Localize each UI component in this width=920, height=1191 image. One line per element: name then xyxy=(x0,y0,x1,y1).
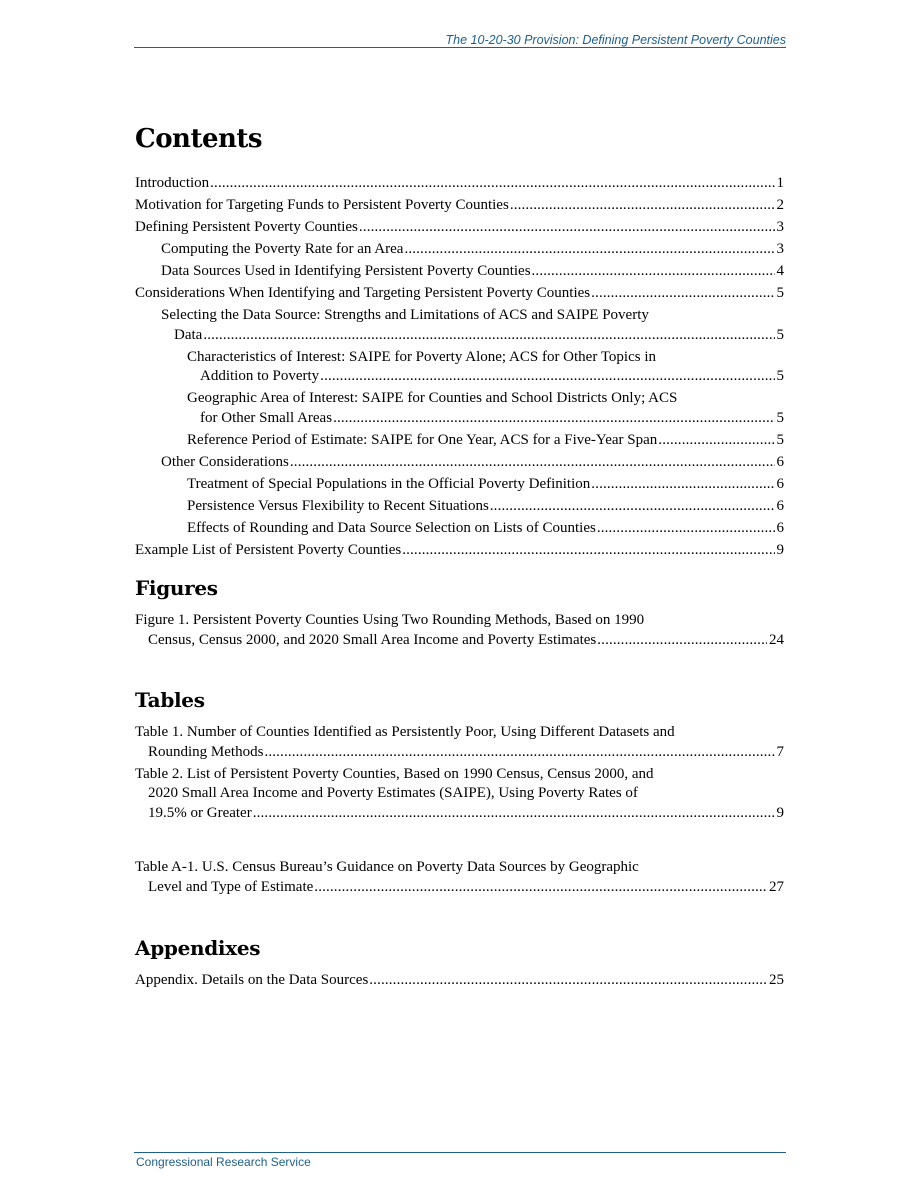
dot-leader xyxy=(210,174,774,194)
toc-entry[interactable] xyxy=(135,240,784,260)
toc-entry[interactable] xyxy=(135,306,784,345)
appendix-tables-list xyxy=(135,858,784,897)
toc-entry[interactable] xyxy=(135,971,784,991)
toc-page-number: 24 xyxy=(769,631,784,648)
toc-entry-text: Motivation for Targeting Funds to Persistent Poverty Counties xyxy=(135,197,509,213)
toc-entry-text: 2020 Small Area Income and Poverty Estimates (SAIPE), Using Poverty Rates of xyxy=(148,785,638,801)
toc-entry[interactable] xyxy=(135,541,784,561)
toc-entry-text: Rounding Methods xyxy=(148,743,264,760)
toc-page-number: 25 xyxy=(769,972,784,988)
dot-leader xyxy=(404,240,774,260)
toc-entry-text: Characteristics of Interest: SAIPE for Poverty Alone; ACS for Other Topics in xyxy=(187,348,657,365)
dot-leader xyxy=(333,409,774,429)
toc-entry-text: Data xyxy=(174,326,203,343)
toc-entry-text: Table A-1. U.S. Census Bureau’s Guidance on Poverty Data Sources by Geographic xyxy=(135,859,639,875)
toc-entry-text: Persistence Versus Flexibility to Recent Situations xyxy=(187,497,489,514)
toc-page-number: 6 xyxy=(776,453,784,470)
dot-leader xyxy=(264,743,774,763)
toc-entry-text: Appendix. Details on the Data Sources xyxy=(135,972,369,988)
toc-page-number: 5 xyxy=(776,368,784,384)
toc-entry-text: Reference Period of Estimate: SAIPE for One Year, ACS for a Five-Year Span xyxy=(187,431,658,448)
dot-leader xyxy=(402,541,774,561)
toc-page-number: 5 xyxy=(776,326,784,343)
toc-entry-text: Introduction xyxy=(135,175,210,191)
toc-entry-text: Considerations When Identifying and Targeting Persistent Poverty Counties xyxy=(135,285,591,301)
footer-rule xyxy=(134,1152,786,1153)
toc-page-number: 5 xyxy=(776,409,784,426)
toc-page-number: 3 xyxy=(776,219,784,235)
dot-leader xyxy=(320,367,774,387)
dot-leader xyxy=(591,475,774,495)
footer-publisher: Congressional Research Service xyxy=(136,1155,311,1169)
toc-entry-text: Example List of Persistent Poverty Counties xyxy=(135,541,402,558)
dot-leader xyxy=(369,971,767,991)
toc-entry-text: Census, Census 2000, and 2020 Small Area Income and Poverty Estimates xyxy=(148,631,597,648)
toc-entry[interactable] xyxy=(135,475,784,495)
toc-entry-text: Addition to Poverty xyxy=(200,368,320,384)
toc-page-number: 4 xyxy=(776,263,784,279)
running-header: The 10-20-30 Provision: Defining Persistent Poverty Counties xyxy=(445,33,786,47)
dot-leader xyxy=(532,262,775,282)
figures-heading: Figures xyxy=(135,576,218,600)
dot-leader xyxy=(314,878,767,898)
toc-entry-text: 19.5% or Greater xyxy=(148,804,252,821)
toc-page-number: 2 xyxy=(776,197,784,213)
toc-entry[interactable] xyxy=(135,284,784,304)
toc-entry-text: Level and Type of Estimate xyxy=(148,878,314,895)
dot-leader xyxy=(490,497,775,517)
toc-entry[interactable] xyxy=(135,348,784,387)
toc-entry-text: Geographic Area of Interest: SAIPE for Counties and School Districts Only; ACS xyxy=(187,390,678,406)
toc-page-number: 6 xyxy=(776,519,784,536)
toc-entry[interactable] xyxy=(135,765,784,824)
toc-page-number: 6 xyxy=(776,497,784,514)
toc-entry-text: Effects of Rounding and Data Source Selection on Lists of Counties xyxy=(187,519,596,536)
contents-list xyxy=(135,174,784,560)
toc-entry[interactable] xyxy=(135,858,784,897)
toc-entry[interactable] xyxy=(135,389,784,428)
toc-entry[interactable] xyxy=(135,174,784,194)
toc-entry[interactable] xyxy=(135,453,784,473)
dot-leader xyxy=(597,631,767,651)
toc-page-number: 5 xyxy=(776,431,784,448)
toc-entry[interactable] xyxy=(135,723,784,762)
toc-entry[interactable] xyxy=(135,196,784,216)
dot-leader xyxy=(597,519,775,539)
header-rule xyxy=(134,47,786,48)
toc-entry-text: Selecting the Data Source: Strengths and Limitations of ACS and SAIPE Poverty xyxy=(161,307,649,323)
toc-entry[interactable] xyxy=(135,519,784,539)
toc-page-number: 9 xyxy=(776,804,784,821)
dot-leader xyxy=(203,326,774,346)
appendixes-list xyxy=(135,971,784,991)
toc-entry[interactable] xyxy=(135,431,784,451)
toc-page-number: 27 xyxy=(769,878,784,895)
toc-entry-text: Computing the Poverty Rate for an Area xyxy=(161,241,404,257)
dot-leader xyxy=(510,196,775,216)
toc-page-number: 7 xyxy=(776,743,784,760)
toc-page-number: 9 xyxy=(776,541,784,558)
appendixes-heading: Appendixes xyxy=(135,936,261,960)
toc-entry[interactable] xyxy=(135,497,784,517)
toc-page-number: 5 xyxy=(776,285,784,301)
toc-entry[interactable] xyxy=(135,611,784,650)
toc-entry-text: Figure 1. Persistent Poverty Counties Using Two Rounding Methods, Based on 1990 xyxy=(135,612,645,628)
figures-list xyxy=(135,611,784,650)
dot-leader xyxy=(658,431,774,451)
toc-entry-text: Defining Persistent Poverty Counties xyxy=(135,219,358,235)
toc-entry-text: Table 1. Number of Counties Identified as Persistently Poor, Using Different Datasets and xyxy=(135,724,675,740)
toc-entry[interactable] xyxy=(135,218,784,238)
contents-heading: Contents xyxy=(135,124,263,154)
toc-page-number: 1 xyxy=(776,175,784,191)
toc-page-number: 6 xyxy=(776,475,784,492)
dot-leader xyxy=(253,804,775,824)
toc-entry[interactable] xyxy=(135,262,784,282)
dot-leader xyxy=(591,284,774,304)
toc-entry-text: Table 2. List of Persistent Poverty Counties, Based on 1990 Census, Census 2000, and xyxy=(135,765,654,782)
toc-page-number: 3 xyxy=(776,241,784,257)
tables-list xyxy=(135,723,784,823)
toc-entry-text: for Other Small Areas xyxy=(200,409,333,426)
dot-leader xyxy=(290,453,775,473)
dot-leader xyxy=(359,218,775,238)
toc-entry-text: Data Sources Used in Identifying Persistent Poverty Counties xyxy=(161,263,531,279)
toc-entry-text: Other Considerations xyxy=(161,453,289,470)
tables-heading: Tables xyxy=(135,688,205,712)
toc-entry-text: Treatment of Special Populations in the Official Poverty Definition xyxy=(187,475,591,492)
